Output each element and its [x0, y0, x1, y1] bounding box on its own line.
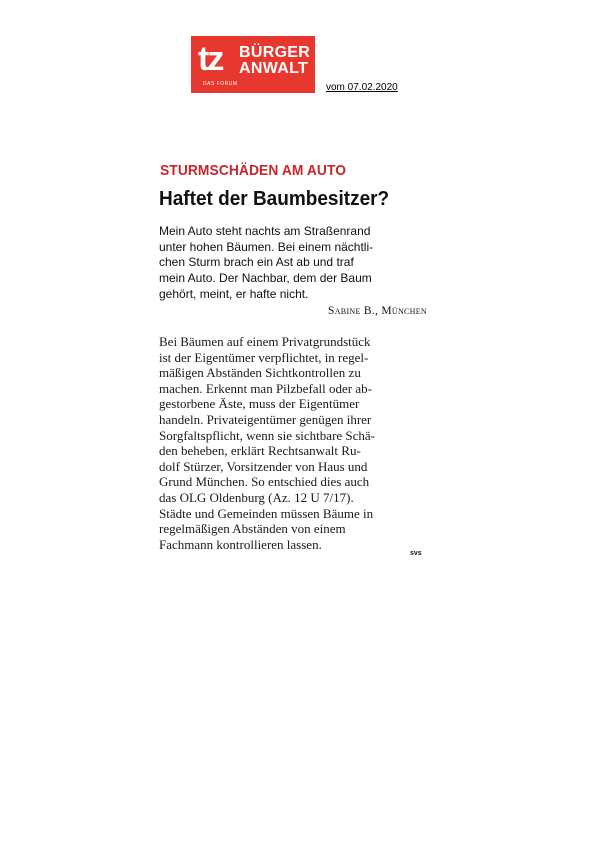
publication-date: vom 07.02.2020 — [326, 82, 398, 93]
expert-answer — [159, 334, 434, 552]
answer-line: handeln. Privateigentümer genügen ihrer — [159, 411, 372, 427]
answer-line: das OLG Oldenburg (Az. 12 U 7/17). — [159, 489, 354, 505]
question-line: mein Auto. Der Nachbar, dem der Baum — [159, 271, 372, 286]
answer-line: Fachmann kontrollieren lassen. — [159, 536, 322, 552]
answer-line: mäßigen Abständen Sichtkontrollen zu — [159, 365, 361, 381]
question-line: Mein Auto steht nachts am Straßenrand — [159, 224, 371, 238]
answer-line: Städte und Gemeinden müssen Bäume in — [159, 505, 374, 521]
answer-line: regelmäßigen Abständen von einem — [159, 521, 346, 537]
logo-mark: tz — [198, 40, 223, 78]
answer-line: Sorgfaltspflicht, wenn sie sichtbare Schä- — [159, 427, 376, 443]
article-headline: Haftet der Baumbesitzer? — [159, 188, 390, 210]
answer-line: Grund München. So entschied dies auch — [159, 474, 370, 490]
question-line: gehört, meint, er hafte nicht. — [159, 286, 309, 301]
reader-question — [159, 224, 431, 303]
answer-line: Bei Bäumen auf einem Privatgrundstück — [159, 334, 371, 349]
author-initials: svs — [410, 550, 422, 557]
answer-line: ist der Eigentümer verpflichtet, in regel- — [159, 349, 369, 365]
answer-line: gestorbene Äste, muss der Eigentümer — [159, 396, 360, 412]
question-line: chen Sturm brach ein Ast ab und traf — [159, 255, 354, 270]
answer-line: machen. Erkennt man Pilzbefall oder ab- — [159, 380, 372, 396]
question-line: unter hohen Bäumen. Bei einem nächtli- — [159, 239, 374, 254]
article-kicker: STURMSCHÄDEN AM AUTO — [160, 162, 347, 179]
answer-line: den beheben, erklärt Rechtsanwalt Ru- — [159, 443, 361, 459]
answer-line: dolf Stürzer, Vorsitzender von Haus und — [159, 458, 368, 474]
tz-buergeranwalt-logo — [191, 36, 315, 93]
logo-line-anwalt: ANWALT — [239, 60, 309, 77]
reader-signature: Sabine B., München — [328, 305, 427, 317]
logo-subtitle: DAS FORUM — [203, 81, 238, 87]
logo-line-buerger: BÜRGER — [239, 44, 311, 61]
